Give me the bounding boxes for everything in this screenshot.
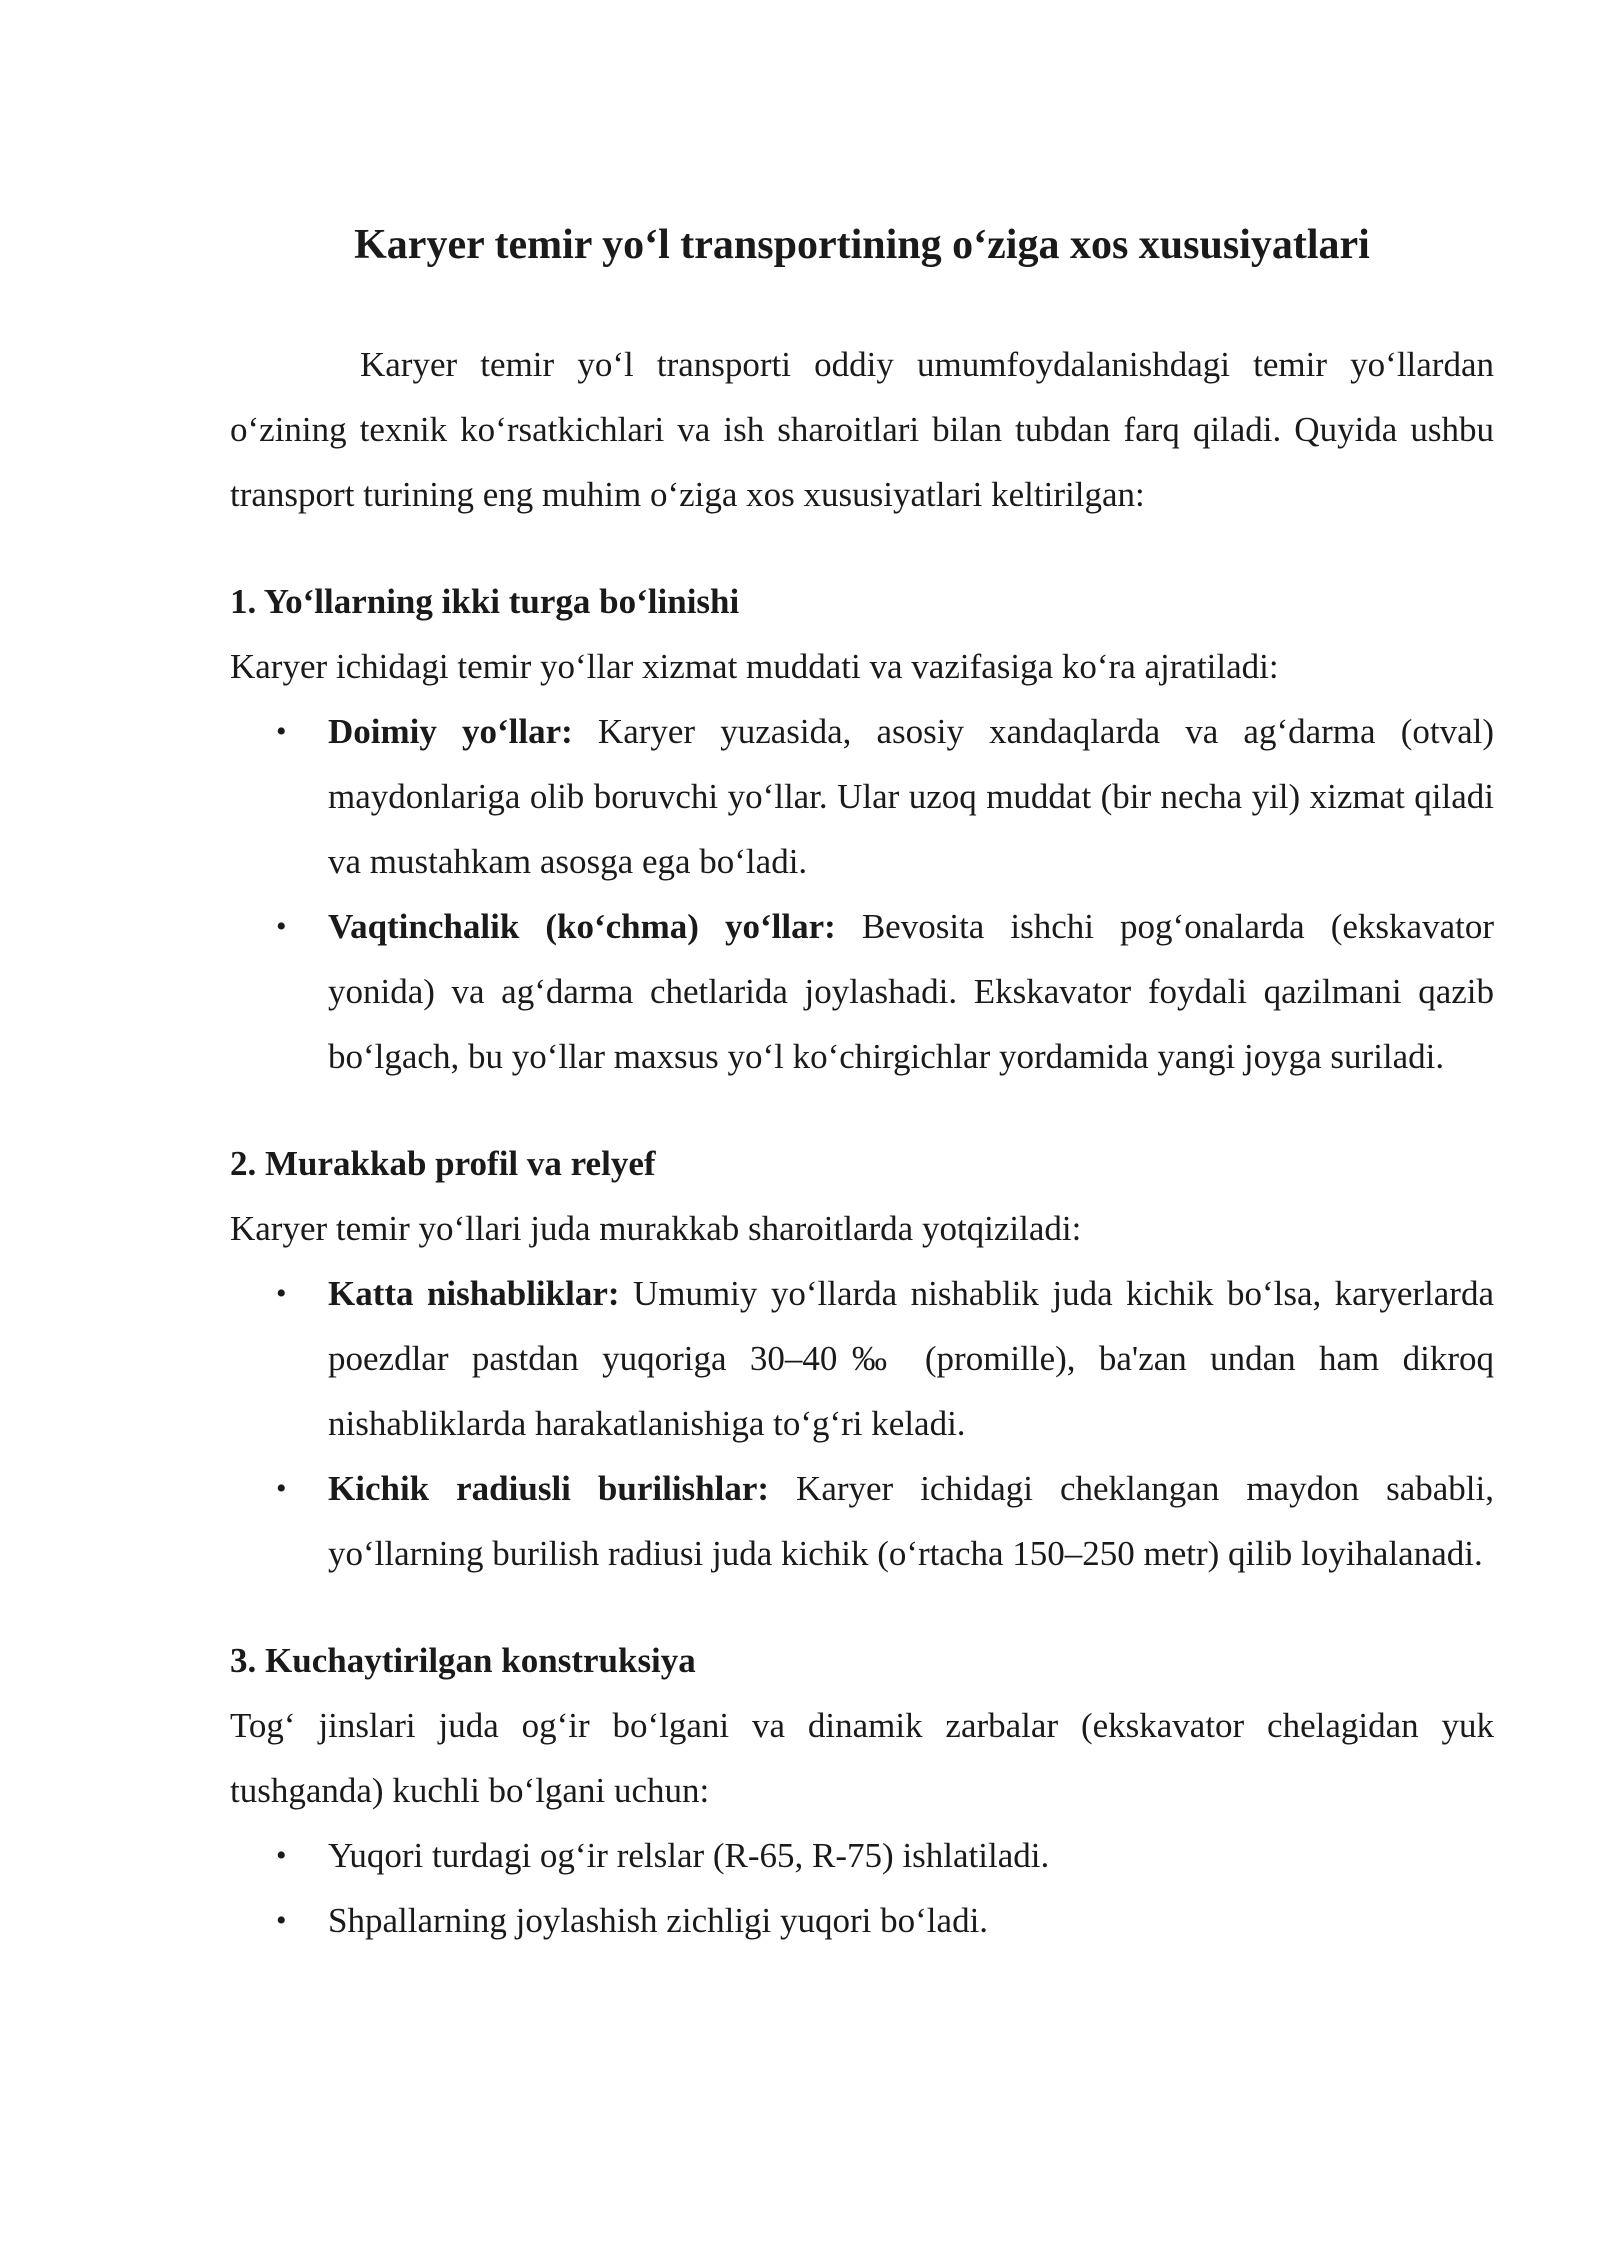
bullet-icon: • bbox=[276, 1839, 287, 1872]
bullet-list bbox=[230, 1261, 1494, 1586]
intro-paragraph: Karyer temir yo‘l transporti oddiy umumfoydalanishdagi temir yo‘llardan o‘zining texnik ko‘rsatkichlari va ish sharoitlari bilan tubdan farq qiladi. Quyida ushbu transport turining eng muhim o‘ziga xos xususiyatlari keltirilgan: bbox=[230, 345, 1494, 514]
item-term: Doimiy yo‘llar: bbox=[328, 712, 573, 751]
item-text: Shpallarning joylashish zichligi yuqori bo‘ladi. bbox=[328, 1901, 989, 1940]
bullet-list bbox=[230, 1823, 1494, 1953]
section-heading: 3. Kuchaytirilgan konstruksiya bbox=[230, 1641, 696, 1680]
item-text: Bevosita ishchi pog‘onalarda (ekskavator yonida) va ag‘darma chetlarida joylashadi. Ekskavator foydali qazilmani qazib bo‘lgach, bu yo‘llar maxsus yo‘l ko‘chirgichlar yordamida yangi joyga suriladi. bbox=[328, 907, 1494, 1076]
section-1 bbox=[230, 569, 1494, 1089]
item-text: Karyer yuzasida, asosiy xandaqlarda va ag‘darma (otval) maydonlariga olib boruvchi yo‘llar. Ular uzoq muddat (bir necha yil) xizmat qiladi va mustahkam asosga ega bo‘ladi. bbox=[328, 712, 1494, 881]
bullet-icon: • bbox=[276, 1904, 287, 1937]
section-2 bbox=[230, 1131, 1494, 1586]
section-lead: Karyer temir yo‘llari juda murakkab sharoitlarda yotqiziladi: bbox=[230, 1209, 1082, 1248]
item-term: Kichik radiusli burilishlar: bbox=[328, 1469, 770, 1508]
item-term: Katta nishabliklar: bbox=[328, 1274, 620, 1313]
bullet-icon: • bbox=[276, 1472, 287, 1505]
bullet-list bbox=[230, 699, 1494, 1089]
document-title: Karyer temir yo‘l transportining o‘ziga xos xususiyatlari bbox=[354, 222, 1370, 268]
list-item bbox=[276, 1456, 1494, 1586]
list-item bbox=[276, 699, 1494, 894]
item-term: Vaqtinchalik (ko‘chma) yo‘llar: bbox=[328, 907, 836, 946]
bullet-icon: • bbox=[276, 715, 287, 748]
list-item bbox=[276, 1261, 1494, 1456]
document-page bbox=[230, 210, 1494, 1953]
item-text: Yuqori turdagi og‘ir relslar (R-65, R-75) ishlatiladi. bbox=[328, 1836, 1050, 1875]
section-heading: 1. Yo‘llarning ikki turga bo‘linishi bbox=[230, 582, 740, 621]
section-lead: Karyer ichidagi temir yo‘llar xizmat muddati va vazifasiga ko‘ra ajratiladi: bbox=[230, 647, 1279, 686]
item-text: Umumiy yo‘llarda nishablik juda kichik bo‘lsa, karyerlarda poezdlar pastdan yuqoriga 30–40‰ (promille), ba'zan undan ham dikroq nishabliklarda harakatlanishiga to‘g‘ri keladi. bbox=[328, 1274, 1494, 1443]
section-3 bbox=[230, 1628, 1494, 1953]
list-item bbox=[276, 1888, 1494, 1953]
section-lead: Tog‘ jinslari juda og‘ir bo‘lgani va dinamik zarbalar (ekskavator chelagidan yuk tushganda) kuchli bo‘lgani uchun: bbox=[230, 1706, 1494, 1810]
bullet-icon: • bbox=[276, 910, 287, 943]
section-heading: 2. Murakkab profil va relyef bbox=[230, 1144, 656, 1183]
item-text: Karyer ichidagi cheklangan maydon sababli, yo‘llarning burilish radiusi juda kichik (o‘rtacha 150–250 metr) qilib loyihalanadi. bbox=[328, 1469, 1494, 1573]
list-item bbox=[276, 894, 1494, 1089]
bullet-icon: • bbox=[276, 1277, 287, 1310]
list-item bbox=[276, 1823, 1494, 1888]
